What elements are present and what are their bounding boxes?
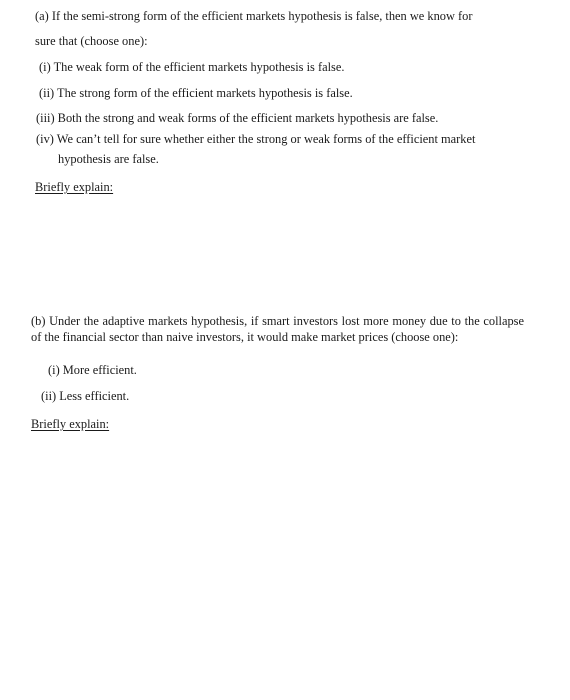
- option-b-ii: (ii) Less efficient.: [41, 389, 130, 403]
- option-a-iv-continuation: hypothesis are false.: [58, 152, 159, 166]
- question-a-line-1: (a) If the semi-strong form of the efficient markets hypothesis is false, then we know for: [35, 9, 473, 23]
- option-a-ii: (ii) The strong form of the efficient markets hypothesis is false.: [39, 86, 353, 100]
- option-a-i: (i) The weak form of the efficient markets hypothesis is false.: [39, 60, 345, 74]
- option-a-iii: (iii) Both the strong and weak forms of the efficient markets hypothesis are false.: [36, 111, 439, 125]
- explain-label-b: Briefly explain:: [31, 417, 110, 431]
- question-b: (b) Under the adaptive markets hypothesis, if smart investors lost more money due to the collapse of the financial sector than naive investors, it would make market prices (choose one):: [31, 314, 524, 344]
- question-a-line-2: sure that (choose one):: [35, 34, 148, 48]
- explain-label-a: Briefly explain:: [35, 180, 114, 194]
- option-b-i: (i) More efficient.: [48, 363, 137, 377]
- option-a-iv: (iv) We can’t tell for sure whether either the strong or weak forms of the efficient market: [36, 132, 476, 146]
